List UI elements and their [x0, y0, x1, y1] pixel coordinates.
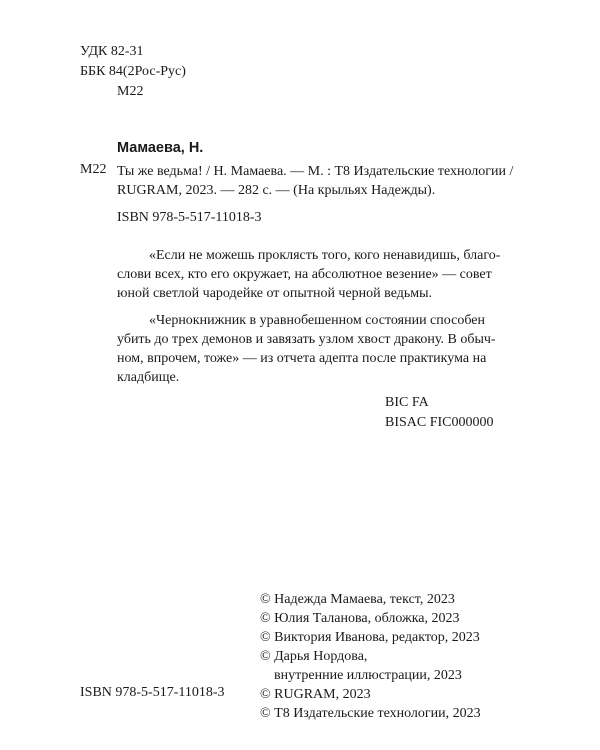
annotation-paragraph-1 — [117, 246, 517, 303]
bibliographic-description — [117, 162, 513, 200]
annotation-line: убить до трех демонов и завязать узлом хвост дракону. В обыч- — [117, 332, 496, 347]
copyright-line: © Виктория Иванова, редактор, 2023 — [260, 630, 480, 645]
copyright-line: © Т8 Издательские технологии, 2023 — [260, 706, 481, 721]
annotation-paragraph-2 — [117, 311, 517, 387]
copyright-line: © Надежда Мамаева, текст, 2023 — [260, 592, 455, 607]
annotation-line: слови всех, кто его окружает, на абсолютное везение» — совет — [117, 267, 492, 282]
author-name: Мамаева, Н. — [117, 140, 204, 156]
annotation-line: ном, впрочем, тоже» — из отчета адепта после практикума на — [117, 351, 487, 366]
isbn-footer: ISBN 978-5-517-11018-3 — [80, 685, 225, 700]
description-line: Ты же ведьма! / Н. Мамаева. — М. : Т8 Издательские технологии / — [117, 164, 514, 179]
copyright-line: © RUGRAM, 2023 — [260, 687, 371, 702]
bisac-code: BISAC FIC000000 — [385, 415, 494, 430]
annotation-line: юной светлой чародейке от опытной черной ведьмы. — [117, 286, 432, 301]
author-mark: М22 — [80, 162, 107, 177]
isbn-main: ISBN 978-5-517-11018-3 — [117, 210, 262, 225]
copyright-line: внутренние иллюстрации, 2023 — [274, 668, 462, 683]
copyright-line: © Дарья Нордова, — [260, 649, 368, 664]
annotation-line: «Если не можешь проклясть того, кого ненавидишь, благо- — [149, 248, 501, 263]
annotation-line: кладбище. — [117, 370, 180, 385]
bbk-code: ББК 84(2Рос-Рус) — [80, 64, 186, 79]
annotation-line: «Чернокнижник в уравнобешенном состоянии способен — [149, 313, 485, 328]
bic-code: BIC FA — [385, 395, 429, 410]
udk-code: УДК 82-31 — [80, 44, 144, 59]
author-mark-top: М22 — [117, 84, 144, 99]
description-line: RUGRAM, 2023. — 282 с. — (На крыльях Надежды). — [117, 183, 436, 198]
copyright-line: © Юлия Таланова, обложка, 2023 — [260, 611, 460, 626]
